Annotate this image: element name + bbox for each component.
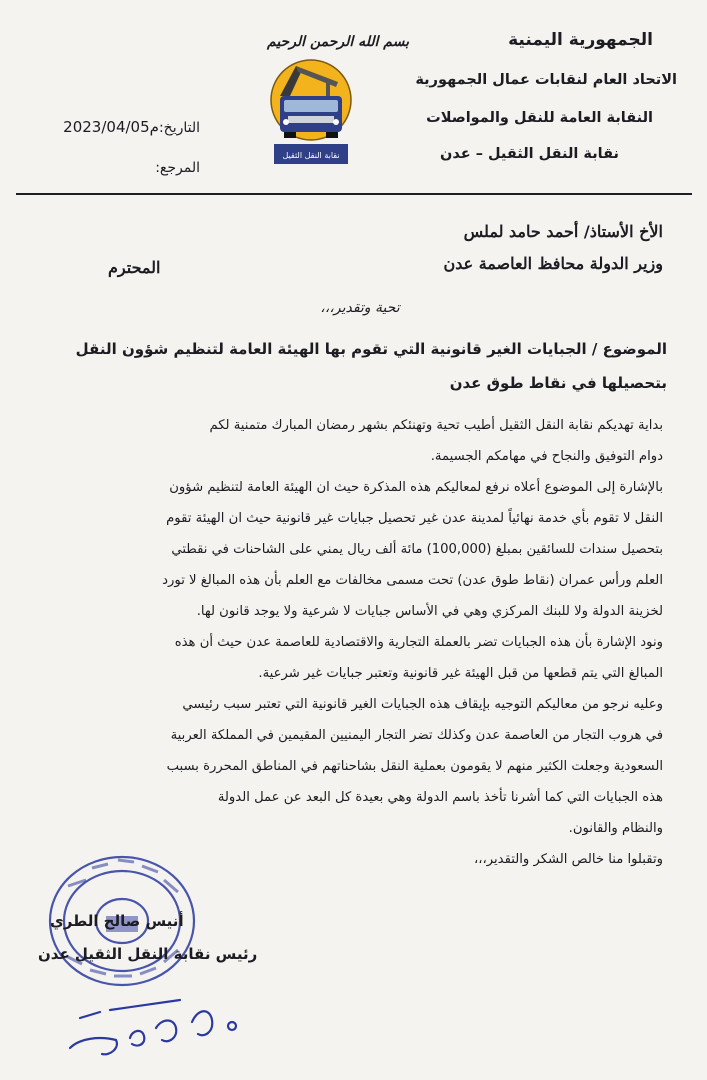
truck-logo-icon <box>266 52 356 168</box>
body-line: السعودية وجعلت الكثير منهم لا يقومون بعملية النقل بشاحناتهم في المناطق المحررة بسبب <box>166 759 663 774</box>
respected-honorific: المحترم <box>108 258 161 277</box>
date-label: التاريخ: <box>158 120 200 136</box>
recipient-name: الأخ الأستاذ/ أحمد حامد لملس <box>463 222 663 241</box>
recipient-block <box>103 222 663 286</box>
reference-label: المرجع: <box>155 160 200 176</box>
federation-name: الاتحاد العام لنقابات عمال الجمهورية <box>415 72 677 88</box>
handwritten-signature <box>60 978 260 1068</box>
body-line: والنظام والقانون. <box>568 821 663 836</box>
country-name: الجمهورية اليمنية <box>508 30 653 50</box>
general-union-name: النقابة العامة للنقل والمواصلات <box>426 110 653 126</box>
body-line: العلم ورأس عمران (نقاط طوق عدن) تحت مسمى مخالفات مع العلم بأن هذه المبالغ لا تورد <box>162 573 663 588</box>
body-line: هذه الجبايات التي كما أشرنا تأخذ باسم الدولة وهي بعيدة كل البعد عن عمل الدولة <box>217 790 663 805</box>
date-reference-block <box>30 118 200 200</box>
body-line: النقل لا تقوم بأي خدمة نهائياً لمدينة عدن غير تحصيل جبايات غير قانونية حيث ان الهيئة تقوم <box>166 511 663 526</box>
body-line: المبالغ التي يتم قطعها من قبل الهيئة غير قانونية وتعتبر جبايات غير شرعية. <box>258 666 663 681</box>
subject-line-1: الموضوع / الجبايات الغير قانونية التي تقوم بها الهيئة العامة لتنظيم شؤون النقل <box>75 340 667 358</box>
greeting: تحية وتقدير،،، <box>320 300 400 316</box>
letterhead-organization <box>415 30 677 162</box>
subject-line-2: بتحصيلها في نقاط طوق عدن <box>449 374 667 392</box>
body-line: بداية تهديكم نقابة النقل الثقيل أطيب تحية وتهنئكم بشهر رمضان المبارك متمنية لكم <box>209 418 663 433</box>
recipient-position: وزير الدولة محافظ العاصمة عدن <box>443 254 663 273</box>
body-line: دوام التوفيق والنجاح في مهامكم الجسيمة. <box>430 449 663 464</box>
date-row <box>30 118 200 136</box>
basmala: بسم الله الرحمن الرحيم <box>267 34 409 50</box>
body-line: لخزينة الدولة ولا للبنك المركزي وهي في الأساس جبايات لا شرعية ولا يوجد قانون لها. <box>196 604 663 619</box>
date-value: 2023/04/05م <box>63 118 159 136</box>
body-line: وعليه نرجو من معاليكم التوجيه بإيقاف هذه الجبايات الغير قانونية التي تعتبر سبب رئيسي <box>182 697 663 712</box>
closing-line: وتقبلوا منا خالص الشكر والتقدير،،، <box>473 852 663 867</box>
subject-block <box>27 340 667 392</box>
local-union-name: نقابة النقل الثقيل – عدن <box>439 146 619 162</box>
body-line: ونود الإشارة بأن هذه الجبايات تضر بالعملة التجارية والاقتصادية للعاصمة عدن حيث أن هذه <box>174 635 663 650</box>
signatory-name: أنيس صالح الطري <box>50 912 184 930</box>
body-line: بتحصيل سندات للسائقين بمبلغ (100,000) مائة ألف ريال يمني على الشاحنات في نقطتي <box>171 542 663 557</box>
logo-caption: نقابة النقل الثقيل <box>282 151 340 160</box>
letter-body <box>43 410 663 875</box>
header-divider <box>16 193 692 195</box>
body-line: في هروب التجار من العاصمة عدن وكذلك تضر التجار اليمنيين المقيمين في المملكة العربية <box>170 728 663 743</box>
signatory-title: رئيس نقابة النقل الثقيل عدن <box>38 945 258 963</box>
body-line: بالإشارة إلى الموضوع أعلاه نرفع لمعاليكم هذه المذكرة حيث ان الهيئة العامة لتنظيم شؤون <box>169 480 663 495</box>
